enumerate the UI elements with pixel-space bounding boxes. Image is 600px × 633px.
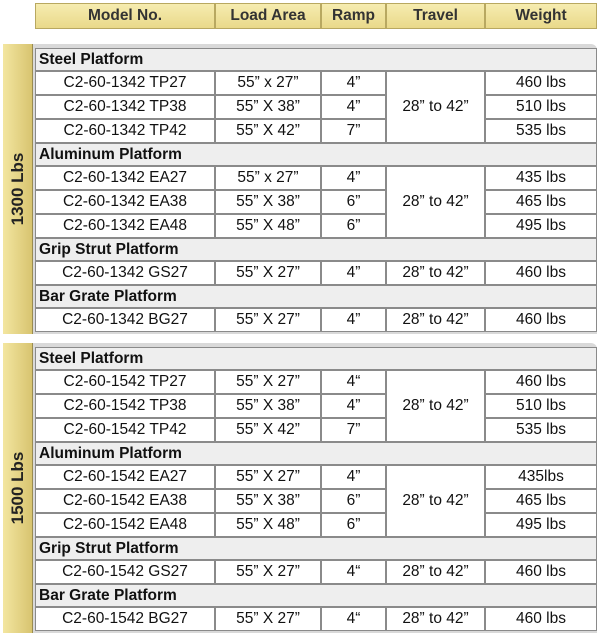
cell-model: C2-60-1342 TP27 bbox=[35, 71, 215, 95]
cell-weight: 495 lbs bbox=[485, 214, 597, 238]
cell-load: 55” x 27” bbox=[215, 71, 321, 95]
cell-weight: 435lbs bbox=[485, 465, 597, 489]
cell-ramp: 7” bbox=[321, 418, 386, 442]
cell-model: C2-60-1342 EA38 bbox=[35, 190, 215, 214]
cell-load: 55” X 38” bbox=[215, 489, 321, 513]
cell-weight: 460 lbs bbox=[485, 261, 597, 285]
capacity-side-label bbox=[3, 44, 33, 334]
cell-travel: 28” to 42” bbox=[386, 560, 485, 584]
cell-model: C2-60-1342 GS27 bbox=[35, 261, 215, 285]
cell-weight: 465 lbs bbox=[485, 489, 597, 513]
cell-model: C2-60-1542 TP27 bbox=[35, 370, 215, 394]
cell-load: 55” X 27” bbox=[215, 308, 321, 332]
table-row bbox=[35, 190, 597, 214]
cell-ramp: 4“ bbox=[321, 370, 386, 394]
cell-model: C2-60-1542 GS27 bbox=[35, 560, 215, 584]
cell-travel: 28” to 42” bbox=[386, 261, 485, 285]
cell-ramp: 4” bbox=[321, 71, 386, 95]
section-title: Steel Platform bbox=[35, 48, 597, 71]
cell-travel: 28” to 42” bbox=[386, 166, 485, 238]
cell-load: 55” X 42” bbox=[215, 119, 321, 143]
table-row bbox=[35, 489, 597, 513]
cell-load: 55” X 38” bbox=[215, 95, 321, 119]
cell-travel: 28” to 42” bbox=[386, 607, 485, 631]
table-row bbox=[35, 513, 597, 537]
cell-ramp: 6” bbox=[321, 190, 386, 214]
cell-travel: 28” to 42” bbox=[386, 71, 485, 143]
cell-weight: 460 lbs bbox=[485, 560, 597, 584]
cell-model: C2-60-1542 TP42 bbox=[35, 418, 215, 442]
cell-ramp: 6” bbox=[321, 214, 386, 238]
capacity-label-text: 1300 Lbs bbox=[7, 152, 27, 226]
header-travel: Travel bbox=[386, 3, 485, 29]
cell-model: C2-60-1542 EA27 bbox=[35, 465, 215, 489]
cell-model: C2-60-1542 TP38 bbox=[35, 394, 215, 418]
cell-load: 55” x 27” bbox=[215, 166, 321, 190]
cell-model: C2-60-1342 EA27 bbox=[35, 166, 215, 190]
section-title: Steel Platform bbox=[35, 347, 597, 370]
cell-weight: 465 lbs bbox=[485, 190, 597, 214]
cell-weight: 510 lbs bbox=[485, 394, 597, 418]
cell-load: 55” X 27” bbox=[215, 465, 321, 489]
cell-ramp: 4” bbox=[321, 394, 386, 418]
cell-travel: 28” to 42” bbox=[386, 465, 485, 537]
section-title: Bar Grate Platform bbox=[35, 285, 597, 308]
cell-load: 55” X 48” bbox=[215, 513, 321, 537]
cell-ramp: 6” bbox=[321, 489, 386, 513]
group-table bbox=[35, 347, 597, 631]
table-row bbox=[35, 607, 597, 631]
cell-weight: 435 lbs bbox=[485, 166, 597, 190]
cell-model: C2-60-1542 EA48 bbox=[35, 513, 215, 537]
cell-travel: 28” to 42” bbox=[386, 308, 485, 332]
table-row bbox=[35, 261, 597, 285]
capacity-side-label bbox=[3, 343, 33, 633]
cell-weight: 535 lbs bbox=[485, 418, 597, 442]
cell-load: 55” X 42” bbox=[215, 418, 321, 442]
cell-model: C2-60-1342 TP42 bbox=[35, 119, 215, 143]
cell-weight: 495 lbs bbox=[485, 513, 597, 537]
cell-ramp: 6” bbox=[321, 513, 386, 537]
cell-ramp: 4” bbox=[321, 166, 386, 190]
cell-load: 55” X 27” bbox=[215, 370, 321, 394]
cell-load: 55” X 27” bbox=[215, 261, 321, 285]
section-title: Bar Grate Platform bbox=[35, 584, 597, 607]
cell-model: C2-60-1542 BG27 bbox=[35, 607, 215, 631]
table-row bbox=[35, 465, 597, 489]
cell-ramp: 4” bbox=[321, 261, 386, 285]
section-title: Grip Strut Platform bbox=[35, 238, 597, 261]
capacity-label-text: 1500 Lbs bbox=[7, 451, 27, 525]
cell-model: C2-60-1342 TP38 bbox=[35, 95, 215, 119]
group-table bbox=[35, 48, 597, 332]
table-row bbox=[35, 95, 597, 119]
cell-model: C2-60-1342 EA48 bbox=[35, 214, 215, 238]
cell-model: C2-60-1342 BG27 bbox=[35, 308, 215, 332]
cell-weight: 460 lbs bbox=[485, 308, 597, 332]
cell-ramp: 4” bbox=[321, 308, 386, 332]
cell-load: 55” X 27” bbox=[215, 560, 321, 584]
cell-model: C2-60-1542 EA38 bbox=[35, 489, 215, 513]
cell-load: 55” X 48” bbox=[215, 214, 321, 238]
section-title: Aluminum Platform bbox=[35, 143, 597, 166]
cell-ramp: 4” bbox=[321, 95, 386, 119]
section-title: Aluminum Platform bbox=[35, 442, 597, 465]
table-row bbox=[35, 71, 597, 95]
cell-load: 55” X 27” bbox=[215, 607, 321, 631]
table-row bbox=[35, 119, 597, 143]
section-title: Grip Strut Platform bbox=[35, 537, 597, 560]
table-row bbox=[35, 394, 597, 418]
cell-weight: 460 lbs bbox=[485, 71, 597, 95]
table-row bbox=[35, 370, 597, 394]
cell-load: 55” X 38” bbox=[215, 190, 321, 214]
cell-ramp: 4“ bbox=[321, 560, 386, 584]
table-row bbox=[35, 418, 597, 442]
cell-weight: 460 lbs bbox=[485, 607, 597, 631]
cell-ramp: 7” bbox=[321, 119, 386, 143]
header-load-area: Load Area bbox=[215, 3, 321, 29]
cell-ramp: 4“ bbox=[321, 607, 386, 631]
cell-weight: 460 lbs bbox=[485, 370, 597, 394]
capacity-group bbox=[3, 44, 597, 334]
capacity-group bbox=[3, 343, 597, 633]
cell-load: 55” X 38” bbox=[215, 394, 321, 418]
header-ramp: Ramp bbox=[321, 3, 386, 29]
table-row bbox=[35, 308, 597, 332]
header-model: Model No. bbox=[35, 3, 215, 29]
cell-travel: 28” to 42” bbox=[386, 370, 485, 442]
table-row bbox=[35, 214, 597, 238]
table-row bbox=[35, 166, 597, 190]
table-row bbox=[35, 560, 597, 584]
cell-weight: 510 lbs bbox=[485, 95, 597, 119]
header-weight: Weight bbox=[485, 3, 597, 29]
cell-ramp: 4” bbox=[321, 465, 386, 489]
cell-weight: 535 lbs bbox=[485, 119, 597, 143]
